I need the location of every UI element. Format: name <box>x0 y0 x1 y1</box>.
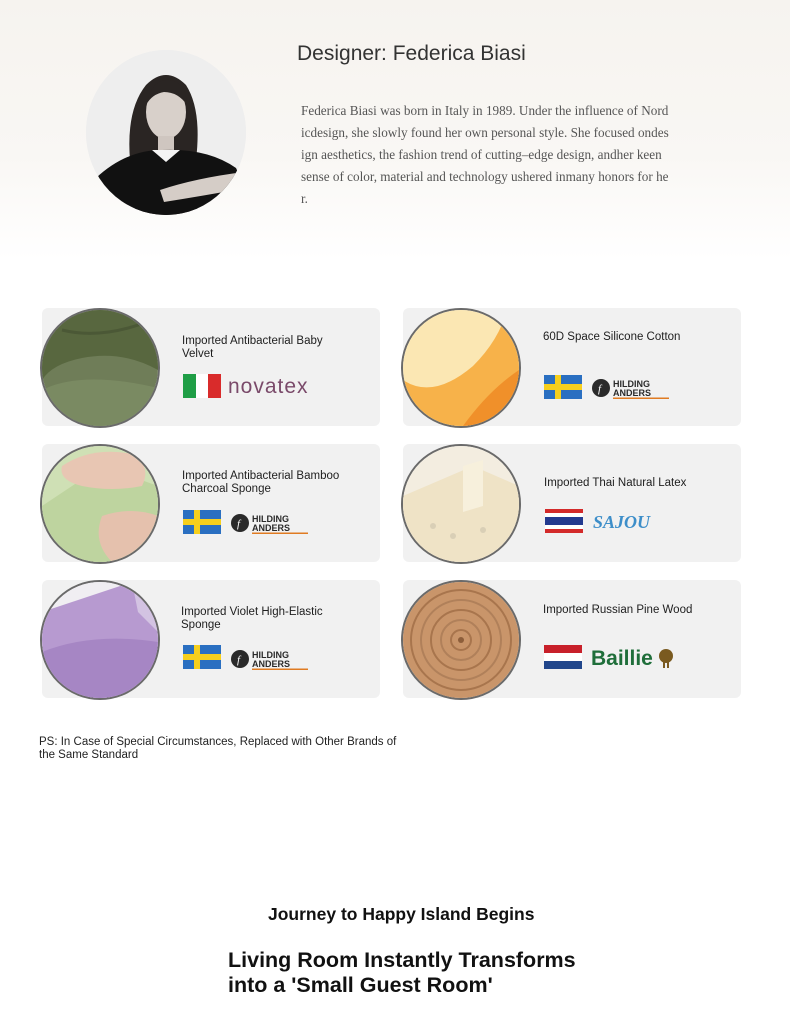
velvet-fabric-image <box>40 308 160 428</box>
ps-note: PS: In Case of Special Circumstances, Replaced with Other Brands of the Same Standard <box>39 736 397 761</box>
designer-bio: Federica Biasi was born in Italy in 1989. Under the influence of Nordicdesign, she slowly found her own personal style. She focused ondesign aesthetics, the fashion trend of cutting–edge design, andher keen sense of color, material and technology ushered inmany honors for her. <box>301 103 669 206</box>
italy-flag-icon <box>183 374 221 398</box>
svg-text:f: f <box>598 383 602 395</box>
material-card-baby-velvet <box>42 308 380 426</box>
svg-text:ANDERS: ANDERS <box>252 659 291 669</box>
latex-foam-image <box>401 444 521 564</box>
material-label: Imported Violet High-Elastic Sponge <box>181 606 323 631</box>
sajou-logo-icon: SAJOU <box>593 512 651 532</box>
material-card-pine-wood <box>403 580 741 698</box>
sweden-flag-icon <box>544 375 582 399</box>
svg-text:HILDING: HILDING <box>252 514 289 524</box>
svg-text:f: f <box>237 654 241 666</box>
svg-text:HILDING: HILDING <box>252 650 289 660</box>
material-label: 60D Space Silicone Cotton <box>543 331 681 343</box>
designer-portrait <box>86 50 246 215</box>
journey-title: Journey to Happy Island Begins <box>268 904 535 924</box>
material-label: Imported Russian Pine Wood <box>543 604 693 616</box>
material-card-silicone-cotton <box>403 308 741 426</box>
pine-wood-image <box>401 580 521 700</box>
svg-text:ANDERS: ANDERS <box>252 523 291 533</box>
headline: Living Room Instantly Transforms into a 'Small Guest Room' <box>228 948 576 997</box>
designer-title: Designer: Federica Biasi <box>297 42 526 65</box>
violet-sponge-image <box>40 580 160 700</box>
material-card-thai-latex <box>403 444 741 562</box>
hilding-anders-logo-icon <box>591 376 671 400</box>
hilding-anders-logo-icon <box>230 511 310 535</box>
silicone-cotton-image <box>401 308 521 428</box>
svg-text:ANDERS: ANDERS <box>613 388 652 398</box>
sweden-flag-icon <box>183 645 221 669</box>
material-card-bamboo-sponge <box>42 444 380 562</box>
material-label: Imported Antibacterial Bamboo Charcoal Sponge <box>182 470 340 495</box>
novatex-logo-icon: novatex <box>228 375 309 398</box>
sheep-icon <box>657 647 675 669</box>
baillie-logo-icon: Baillie <box>591 646 686 672</box>
bamboo-sponge-image <box>40 444 160 564</box>
netherlands-flag-icon <box>544 645 582 669</box>
hilding-anders-logo-icon <box>230 647 310 671</box>
svg-text:HILDING: HILDING <box>613 379 650 389</box>
material-card-violet-sponge <box>42 580 380 698</box>
material-label: Imported Thai Natural Latex <box>544 477 687 489</box>
svg-text:f: f <box>237 518 241 530</box>
thailand-flag-icon <box>545 509 583 533</box>
sweden-flag-icon <box>183 510 221 534</box>
material-label: Imported Antibacterial Baby Velvet <box>182 335 323 360</box>
